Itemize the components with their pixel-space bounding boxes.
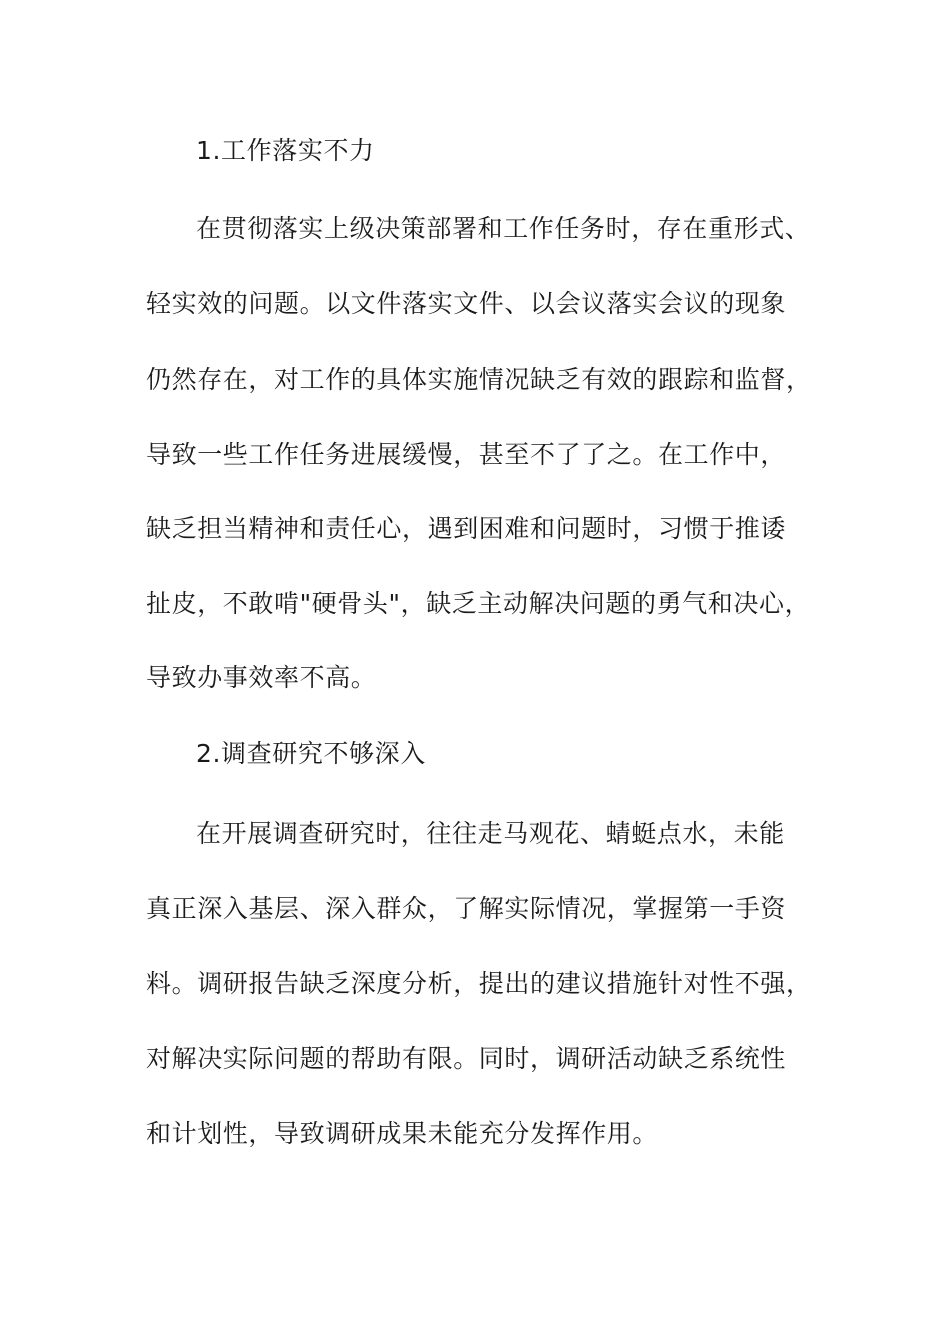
- section-1-heading: 1.工作落实不力: [196, 136, 375, 165]
- section-1-line-4: 导致一些工作任务进展缓慢，甚至不了了之。在工作中，: [146, 440, 787, 469]
- section-2-line-4: 对解决实际问题的帮助有限。同时，调研活动缺乏系统性: [146, 1044, 787, 1073]
- section-1-line-7: 导致办事效率不高。: [146, 663, 377, 692]
- section-1-line-1: 在贯彻落实上级决策部署和工作任务时，存在重形式、: [196, 214, 811, 243]
- section-1-line-5: 缺乏担当精神和责任心，遇到困难和问题时，习惯于推诿: [146, 514, 787, 543]
- section-2-heading: 2.调查研究不够深入: [196, 739, 426, 768]
- section-2-line-2: 真正深入基层、深入群众，了解实际情况，掌握第一手资: [146, 894, 787, 923]
- section-1-line-3: 仍然存在，对工作的具体实施情况缺乏有效的跟踪和监督，: [146, 365, 812, 394]
- section-2-line-1: 在开展调查研究时，往往走马观花、蜻蜓点水，未能: [196, 819, 785, 848]
- section-2-line-3: 料。调研报告缺乏深度分析，提出的建议措施针对性不强，: [146, 969, 812, 998]
- section-2-line-5: 和计划性，导致调研成果未能充分发挥作用。: [146, 1119, 659, 1148]
- section-1-line-6: 扯皮，不敢啃"硬骨头"，缺乏主动解决问题的勇气和决心，: [146, 589, 811, 618]
- section-1-line-2: 轻实效的问题。以文件落实文件、以会议落实会议的现象: [146, 289, 787, 318]
